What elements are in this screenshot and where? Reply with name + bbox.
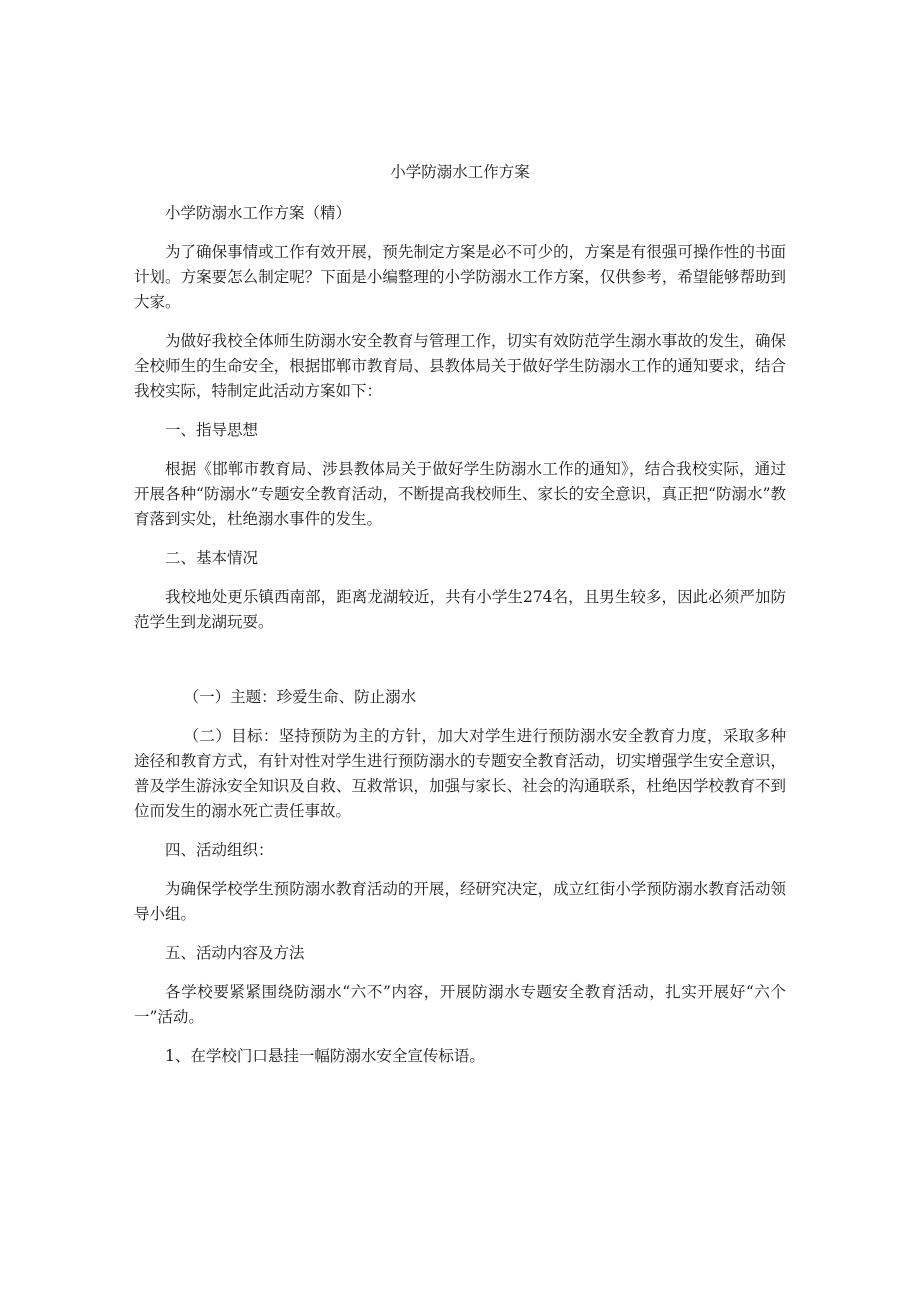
document-title: 小学防溺水工作方案 — [390, 163, 530, 181]
section4-paragraph: 为确保学校学生预防溺水教育活动的开展，经研究决定，成立红街小学预防溺水教育活动领导小组。 — [134, 880, 786, 923]
purpose-paragraph: 为做好我校全体师生防溺水安全教育与管理工作，切实有效防范学生溺水事故的发生，确保全校师生的生命安全，根据邯郸市教育局、县教体局关于做好学生防溺水工作的通知要求，结合我校实际，特制定此活动方案如下： — [134, 332, 786, 400]
section5-heading: 五、活动内容及方法 — [165, 944, 305, 962]
blank-gap — [134, 649, 786, 685]
goal-paragraph: （二）目标：坚持预防为主的方针，加大对学生进行预防溺水安全教育力度，采取多种途径和教育方式，有针对性对学生进行预防溺水的专题安全教育活动，切实增强学生安全意识，普及学生游泳安全知识及自救、互救常识，加强与家长、社会的沟通联系，杜绝因学校教育不到位而发生的溺水死亡责任事故。 — [134, 727, 786, 820]
intro-paragraph: 为了确保事情或工作有效开展，预先制定方案是必不可少的，方案是有很强可操作性的书面计划。方案要怎么制定呢？下面是小编整理的小学防溺水工作方案，仅供参考，希望能够帮助到大家。 — [134, 243, 786, 311]
theme-line: （一）主题：珍爱生命、防止溺水 — [183, 688, 417, 706]
document-subtitle: 小学防溺水工作方案（精） — [165, 204, 352, 222]
section2-paragraph: 我校地处更乐镇西南部，距离龙湖较近，共有小学生274名，且男生较多，因此必须严加防范学生到龙湖玩耍。 — [134, 588, 786, 631]
section2-heading: 二、基本情况 — [165, 549, 259, 567]
section1-heading: 一、指导思想 — [165, 421, 259, 439]
document-body — [134, 160, 786, 1083]
section1-paragraph: 根据《邯郸市教育局、涉县教体局关于做好学生防溺水工作的通知》，结合我校实际，通过开展各种“防溺水”专题安全教育活动，不断提高我校师生、家长的安全意识，真正把“防溺水”教育落到实处，杜绝溺水事件的发生。 — [134, 460, 786, 528]
list-item-1: 1、在学校门口悬挂一幅防溺水安全宣传标语。 — [165, 1047, 485, 1065]
section5-paragraph: 各学校要紧紧围绕防溺水“六不”内容，开展防溺水专题安全教育活动，扎实开展好“六个一”活动。 — [134, 983, 786, 1026]
section4-heading: 四、活动组织： — [165, 841, 274, 859]
